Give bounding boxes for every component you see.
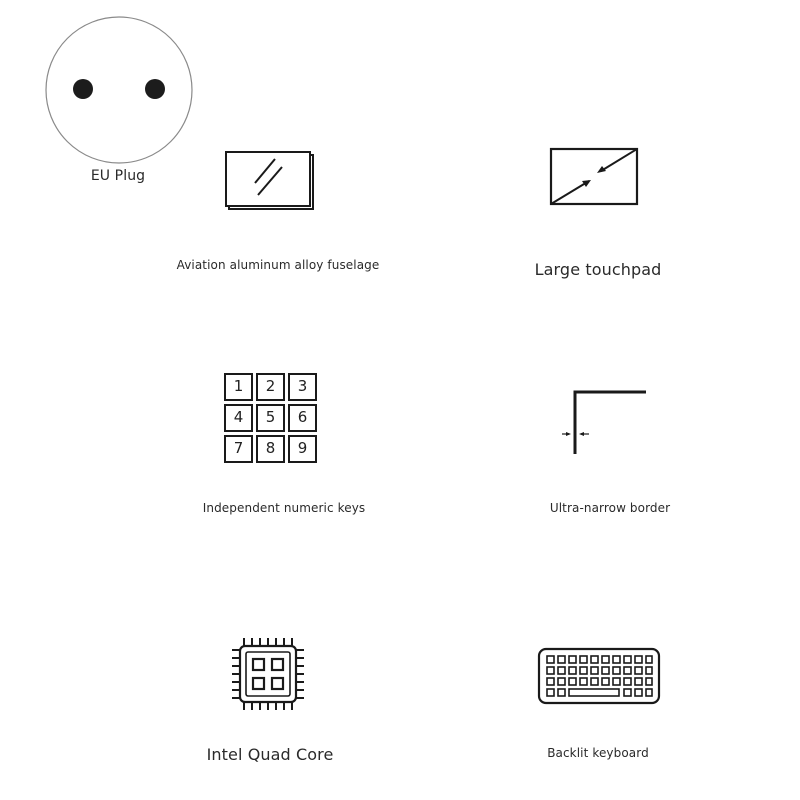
feature-label-touchpad: Large touchpad	[534, 260, 662, 279]
feature-label-quad-core: Intel Quad Core	[206, 745, 334, 764]
numeric-key: 5	[265, 408, 276, 426]
keyboard-icon	[537, 647, 663, 707]
numeric-key: 1	[233, 377, 244, 395]
numeric-key: 2	[265, 377, 276, 395]
feature-label-backlit-keyboard: Backlit keyboard	[547, 746, 649, 760]
numeric-key: 6	[297, 408, 308, 426]
narrow-border-icon	[555, 382, 655, 462]
feature-label-narrow-border: Ultra-narrow border	[549, 501, 671, 515]
eu-plug-label: EU Plug	[90, 168, 146, 184]
eu-plug-icon	[44, 17, 194, 167]
numeric-keypad-icon	[224, 373, 320, 467]
cpu-chip-icon	[230, 636, 310, 716]
feature-label-fuselage: Aviation aluminum alloy fuselage	[176, 258, 380, 272]
eu-plug-block	[44, 17, 194, 192]
numeric-key: 9	[297, 439, 308, 457]
numeric-key: 4	[233, 408, 244, 426]
touchpad-icon	[546, 143, 646, 213]
numeric-key: 8	[265, 439, 276, 457]
numeric-key: 3	[297, 377, 308, 395]
aluminum-fuselage-icon	[222, 147, 322, 217]
numeric-key: 7	[233, 439, 244, 457]
feature-label-numeric-keys: Independent numeric keys	[202, 501, 366, 515]
